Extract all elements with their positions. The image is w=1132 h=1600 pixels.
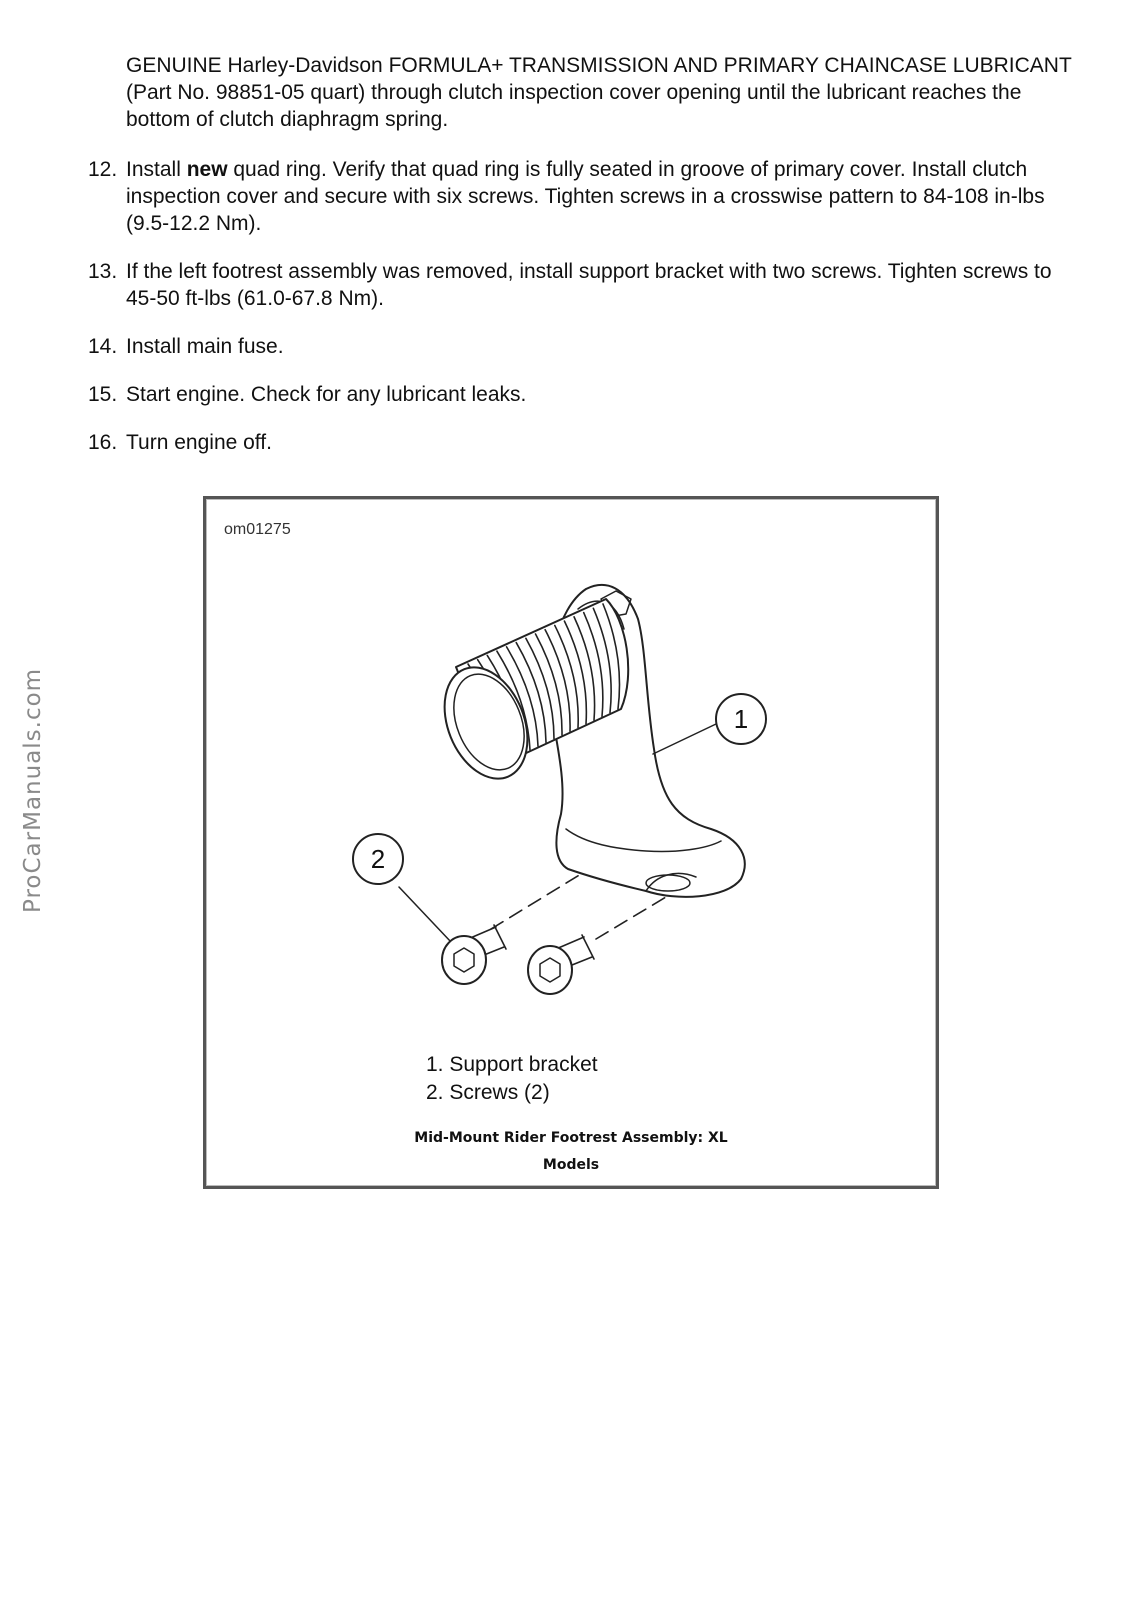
step-number: 15. bbox=[88, 383, 118, 406]
step-12 bbox=[88, 156, 1078, 237]
step-14 bbox=[88, 333, 1078, 360]
step-text-a: Install bbox=[126, 158, 187, 181]
step-text: Install main fuse. bbox=[126, 335, 284, 358]
instructions bbox=[88, 52, 1078, 477]
step-text-b: quad ring. Verify that quad ring is fully seated in groove of primary cover. Install clutch inspection cover and secure with six screws. Tighten screws in a crosswise pattern to 84-108 in-lbs (9.5-12.2 Nm). bbox=[126, 158, 1045, 235]
screw-drawing-2 bbox=[528, 935, 594, 994]
step-number: 16. bbox=[88, 431, 118, 454]
step-16 bbox=[88, 429, 1078, 456]
intro-text: GENUINE Harley-Davidson FORMULA+ TRANSMISSION AND PRIMARY CHAINCASE LUBRICANT (Part No. 98851-05 quart) through clutch inspection cover opening until the lubricant reaches the bottom of clutch diaphragm spring. bbox=[126, 54, 1072, 131]
figure-caption bbox=[206, 1125, 936, 1179]
step-number: 12. bbox=[88, 158, 118, 181]
step-13 bbox=[88, 258, 1078, 312]
step-number: 14. bbox=[88, 335, 118, 358]
legend-item: 2. Screws (2) bbox=[426, 1081, 550, 1104]
figure-id: om01275 bbox=[224, 521, 291, 538]
screw-drawing-1 bbox=[442, 925, 506, 984]
callout-label-2: 2 bbox=[370, 844, 386, 874]
step-text: If the left footrest assembly was removed, install support bracket with two screws. Tighten screws to 45-50 ft-lbs (61.0-67.8 Nm). bbox=[126, 260, 1052, 310]
callout-label-1: 1 bbox=[733, 704, 749, 734]
step-text: Turn engine off. bbox=[126, 431, 272, 454]
caption-line: Mid-Mount Rider Footrest Assembly: XL bbox=[414, 1130, 728, 1146]
figure-footrest-assembly bbox=[203, 496, 939, 1189]
watermark: ProCarManuals.com bbox=[20, 667, 46, 913]
intro-paragraph bbox=[88, 52, 1078, 133]
figure-legend bbox=[426, 1051, 598, 1107]
step-text: Start engine. Check for any lubricant leaks. bbox=[126, 383, 527, 406]
step-text-bold: new bbox=[186, 158, 228, 181]
step-number: 13. bbox=[88, 260, 118, 283]
legend-item: 1. Support bracket bbox=[426, 1053, 598, 1076]
step-15 bbox=[88, 381, 1078, 408]
caption-line: Models bbox=[542, 1157, 600, 1173]
